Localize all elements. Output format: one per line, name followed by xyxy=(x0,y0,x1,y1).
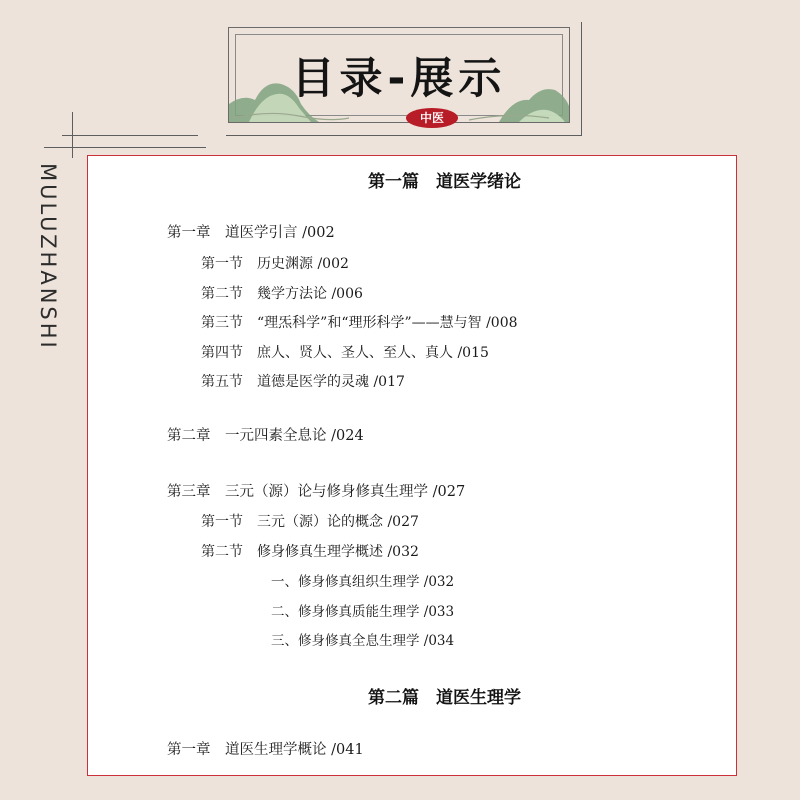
toc-section: 第二节 幾学方法论 /006 xyxy=(201,286,363,302)
divider-line xyxy=(72,112,73,158)
toc-subitem: 一、修身修真组织生理学 /032 xyxy=(271,574,455,590)
toc-section: 第一节 历史渊源 /002 xyxy=(201,256,349,272)
title-banner xyxy=(228,27,570,123)
part-heading: 第一篇 道医学绪论 xyxy=(368,172,521,192)
toc-subitem: 三、修身修真全息生理学 /034 xyxy=(271,633,455,649)
toc-section: 第一节 三元（源）论的概念 /027 xyxy=(201,514,419,530)
toc-panel xyxy=(87,155,737,776)
toc-chapter: 第一章 道医生理学概论 /041 xyxy=(167,742,364,758)
toc-subitem: 二、修身修真质能生理学 /033 xyxy=(271,604,455,620)
vertical-side-label: MULUZHANSHI xyxy=(36,163,60,351)
tcm-seal-badge: 中医 xyxy=(406,108,458,128)
toc-section: 第五节 道德是医学的灵魂 /017 xyxy=(201,374,405,390)
page-title: 目录-展示 xyxy=(291,54,507,104)
toc-chapter: 第二章 一元四素全息论 /024 xyxy=(167,428,364,444)
divider-line xyxy=(581,22,582,136)
toc-chapter: 第一章 道医学引言 /002 xyxy=(167,225,335,241)
divider-line xyxy=(62,135,198,136)
toc-chapter: 第三章 三元（源）论与修身修真生理学 /027 xyxy=(167,484,466,500)
toc-section: 第四节 庶人、贤人、圣人、至人、真人 /015 xyxy=(201,345,489,361)
part-heading: 第二篇 道医生理学 xyxy=(368,688,521,708)
toc-section: 第二节 修身修真生理学概述 /032 xyxy=(201,544,419,560)
toc-section: 第三节 “理炁科学”和“理形科学”——慧与智 /008 xyxy=(201,315,518,331)
divider-line xyxy=(226,135,581,136)
divider-line xyxy=(44,147,206,148)
